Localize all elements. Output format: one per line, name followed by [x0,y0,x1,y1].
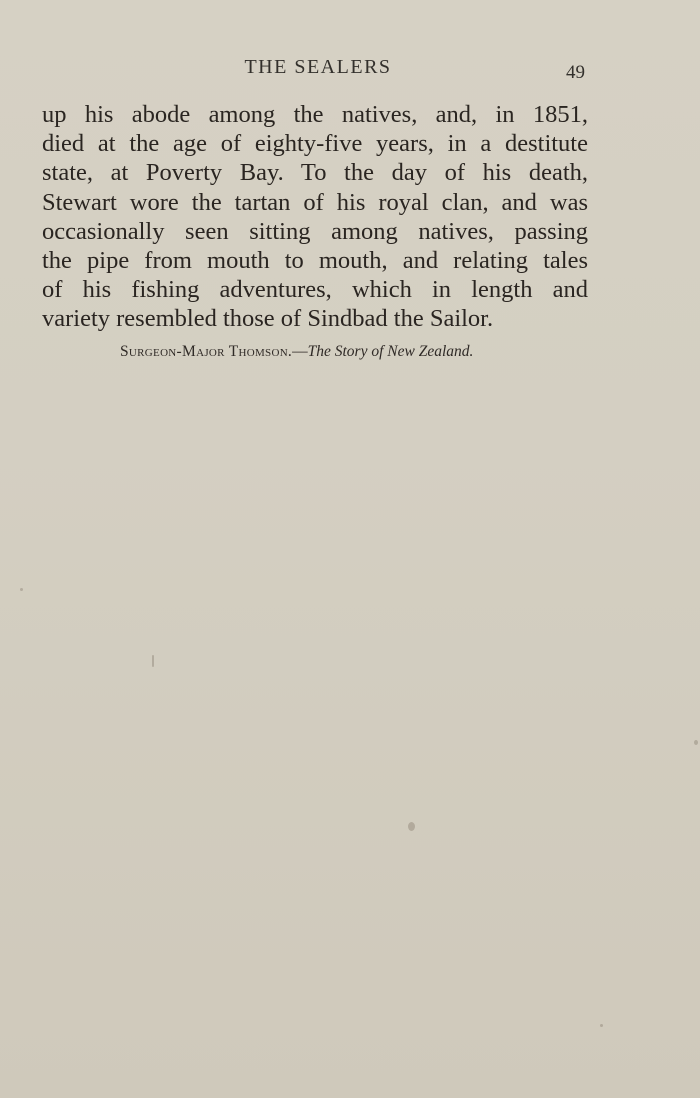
attribution-dash: — [292,343,308,360]
text-line: the pipe from mouth to mouth, and relating tales [42,247,588,275]
paper-speck [20,588,23,591]
paper-speck [152,655,154,667]
text-line: of his fishing adventures, which in length and [42,276,588,304]
body-paragraph [42,100,588,334]
text-line: occasionally seen sitting among natives, passing [42,217,588,245]
text-line: variety resembled those of Sindbad the Sailor. [42,305,494,333]
page-number: 49 [566,62,585,83]
attribution-author: Surgeon-Major Thomson. [120,343,293,360]
running-head: THE SEALERS [244,56,392,78]
text-line: state, at Poverty Bay. To the day of his death, [42,159,588,187]
text-line: up his abode among the natives, and, in 1851, [42,101,588,128]
text-line: died at the age of eighty-five years, in a destitute [42,130,588,158]
text-line: Stewart wore the tartan of his royal clan, and was [42,188,588,216]
paper-speck [600,1024,603,1027]
attribution [120,343,580,361]
paper-speck [408,822,415,831]
paper-speck [694,740,698,745]
attribution-work: The Story of New Zealand. [307,343,474,360]
